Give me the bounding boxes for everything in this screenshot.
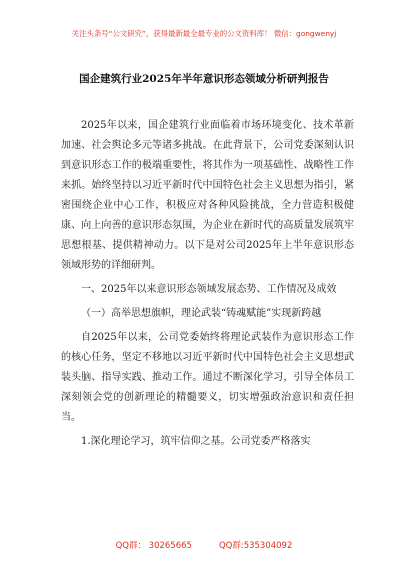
footer-qq-groups: QQ群： 30265665 QQ群:535304092: [115, 541, 293, 551]
section-heading: 一、2025年以来意识形态领域发展态势、工作情况及成效: [81, 284, 337, 295]
body-paragraph: 自2025年以来，公司党委始终将理论武装作为意识形态工作的核心任务，坚定不移地以习近平新时代中国特色社会主义思想武装头脑、指导实践、推动工作。通过不断深化学习，引导全体员工深刻领会党的创新理论的精髓要义，切实增强政治意识和责任担当。: [61, 332, 354, 423]
subsection-heading: （一）高举思想旗帜，理论武装“铸魂赋能”实现新跨越: [81, 308, 322, 319]
document-body: [61, 116, 354, 452]
intro-paragraph: 2025年以来，国企建筑行业面临着市场环境变化、技术革新加速、社会舆论多元等诸多挑战。在此背景下，公司党委深刻认识到意识形态工作的极端重要性，将其作为一项基础性、战略性工作来抓。始终坚持以习近平新时代中国特色社会主义思想为指引，紧密围绕企业中心工作，积极应对各种风险挑战，全力营造积极健康、向上向善的意识形态氛围，为企业在新时代的高质量发展筑牢思想根基、提供精神动力。以下是对公司2025年上半年意识形态领域形势的详细研判。: [61, 120, 354, 271]
body-paragraph-continued: 1.深化理论学习，筑牢信仰之基。公司党委严格落实: [81, 436, 311, 447]
header-note: 关注头条号“公文研究”，获得最新最全最专业的公文资料库！ 微信：gongwenyj: [71, 29, 337, 38]
document-title: 国企建筑行业2025年半年意识形态领域分析研判报告: [79, 73, 329, 85]
